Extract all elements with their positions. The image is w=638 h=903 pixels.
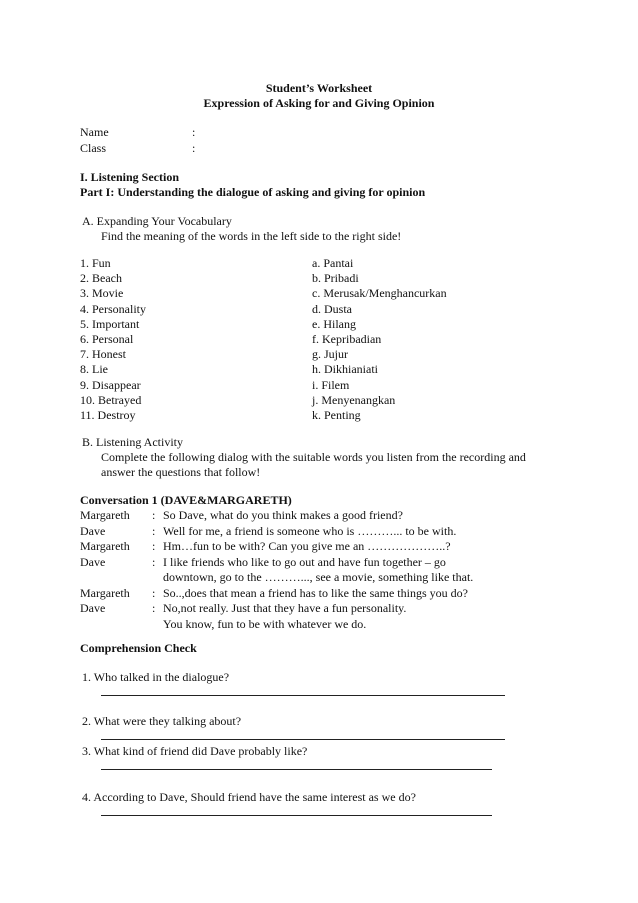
vocab-meaning: h. Dikhianiati: [312, 362, 378, 376]
dialogue-speaker: Dave: [80, 524, 106, 538]
question-1: 1. Who talked in the dialogue?: [82, 670, 230, 684]
dialogue-text: No,not really. Just that they have a fun personality.: [163, 601, 407, 615]
vocab-meaning: f. Kepribadian: [312, 332, 382, 346]
dialogue-colon: :: [152, 586, 156, 600]
dialogue-colon: :: [152, 539, 156, 553]
vocab-word: 9. Disappear: [80, 378, 141, 392]
vocab-word: 5. Important: [80, 317, 140, 331]
vocab-meaning: i. Filem: [312, 378, 350, 392]
dialogue-text: I like friends who like to go out and have fun together – go: [163, 555, 446, 569]
vocab-meaning: g. Jujur: [312, 347, 348, 361]
vocab-word: 2. Beach: [80, 271, 122, 285]
vocab-word: 11. Destroy: [80, 408, 136, 422]
question-4: 4. According to Dave, Should friend have the same interest as we do?: [82, 790, 416, 804]
vocab-meaning: d. Dusta: [312, 302, 352, 316]
section-heading: I. Listening Section: [80, 170, 180, 184]
answer-line-3[interactable]: [101, 769, 492, 770]
dialogue-colon: :: [152, 555, 156, 569]
part-heading: Part I: Understanding the dialogue of asking and giving for opinion: [80, 185, 426, 199]
dialogue-text: downtown, go to the ………..., see a movie, something like that.: [163, 570, 474, 584]
vocab-meaning: e. Hilang: [312, 317, 356, 331]
vocab-meaning: a. Pantai: [312, 256, 354, 270]
worksheet-title: Student’s Worksheet: [265, 81, 373, 95]
vocab-word: 3. Movie: [80, 286, 124, 300]
dialogue-speaker: Margareth: [80, 508, 130, 522]
vocab-meaning: k. Penting: [312, 408, 361, 422]
answer-line-1[interactable]: [101, 695, 505, 696]
dialogue-text: Well for me, a friend is someone who is ………... to be with.: [163, 524, 457, 538]
question-2: 2. What were they talking about?: [82, 714, 242, 728]
vocab-meaning: j. Menyenangkan: [312, 393, 396, 407]
vocab-word: 6. Personal: [80, 332, 134, 346]
part-b-instruction-2: answer the questions that follow!: [101, 465, 261, 479]
dialogue-text: You know, fun to be with whatever we do.: [163, 617, 367, 631]
dialogue-colon: :: [152, 524, 156, 538]
name-colon: :: [192, 125, 196, 139]
class-label: Class: [80, 141, 107, 155]
vocab-word: 1. Fun: [80, 256, 111, 270]
vocab-word: 8. Lie: [80, 362, 108, 376]
vocab-word: 4. Personality: [80, 302, 146, 316]
vocab-word: 10. Betrayed: [80, 393, 142, 407]
conversation-title: Conversation 1 (DAVE&MARGARETH): [80, 493, 292, 507]
vocab-meaning: c. Merusak/Menghancurkan: [312, 286, 447, 300]
dialogue-colon: :: [152, 508, 156, 522]
answer-line-4[interactable]: [101, 815, 492, 816]
class-colon: :: [192, 141, 196, 155]
worksheet-subtitle: Expression of Asking for and Giving Opinion: [203, 96, 435, 110]
answer-line-2[interactable]: [101, 739, 505, 740]
vocab-meaning: b. Pribadi: [312, 271, 359, 285]
dialogue-text: So..,does that mean a friend has to like the same things you do?: [163, 586, 468, 600]
question-3: 3. What kind of friend did Dave probably like?: [82, 744, 308, 758]
part-b-heading: B. Listening Activity: [82, 435, 183, 449]
part-b-instruction-1: Complete the following dialog with the suitable words you listen from the recording and: [101, 450, 526, 464]
dialogue-speaker: Dave: [80, 555, 106, 569]
dialogue-text: So Dave, what do you think makes a good friend?: [163, 508, 403, 522]
vocab-word: 7. Honest: [80, 347, 126, 361]
comprehension-title: Comprehension Check: [80, 641, 197, 655]
name-label: Name: [80, 125, 109, 139]
dialogue-text: Hm…fun to be with? Can you give me an ………………..?: [163, 539, 451, 553]
part-a-instruction: Find the meaning of the words in the left side to the right side!: [101, 229, 402, 243]
dialogue-speaker: Margareth: [80, 586, 130, 600]
dialogue-colon: :: [152, 601, 156, 615]
dialogue-speaker: Dave: [80, 601, 106, 615]
part-a-heading: A. Expanding Your Vocabulary: [82, 214, 232, 228]
dialogue-speaker: Margareth: [80, 539, 130, 553]
